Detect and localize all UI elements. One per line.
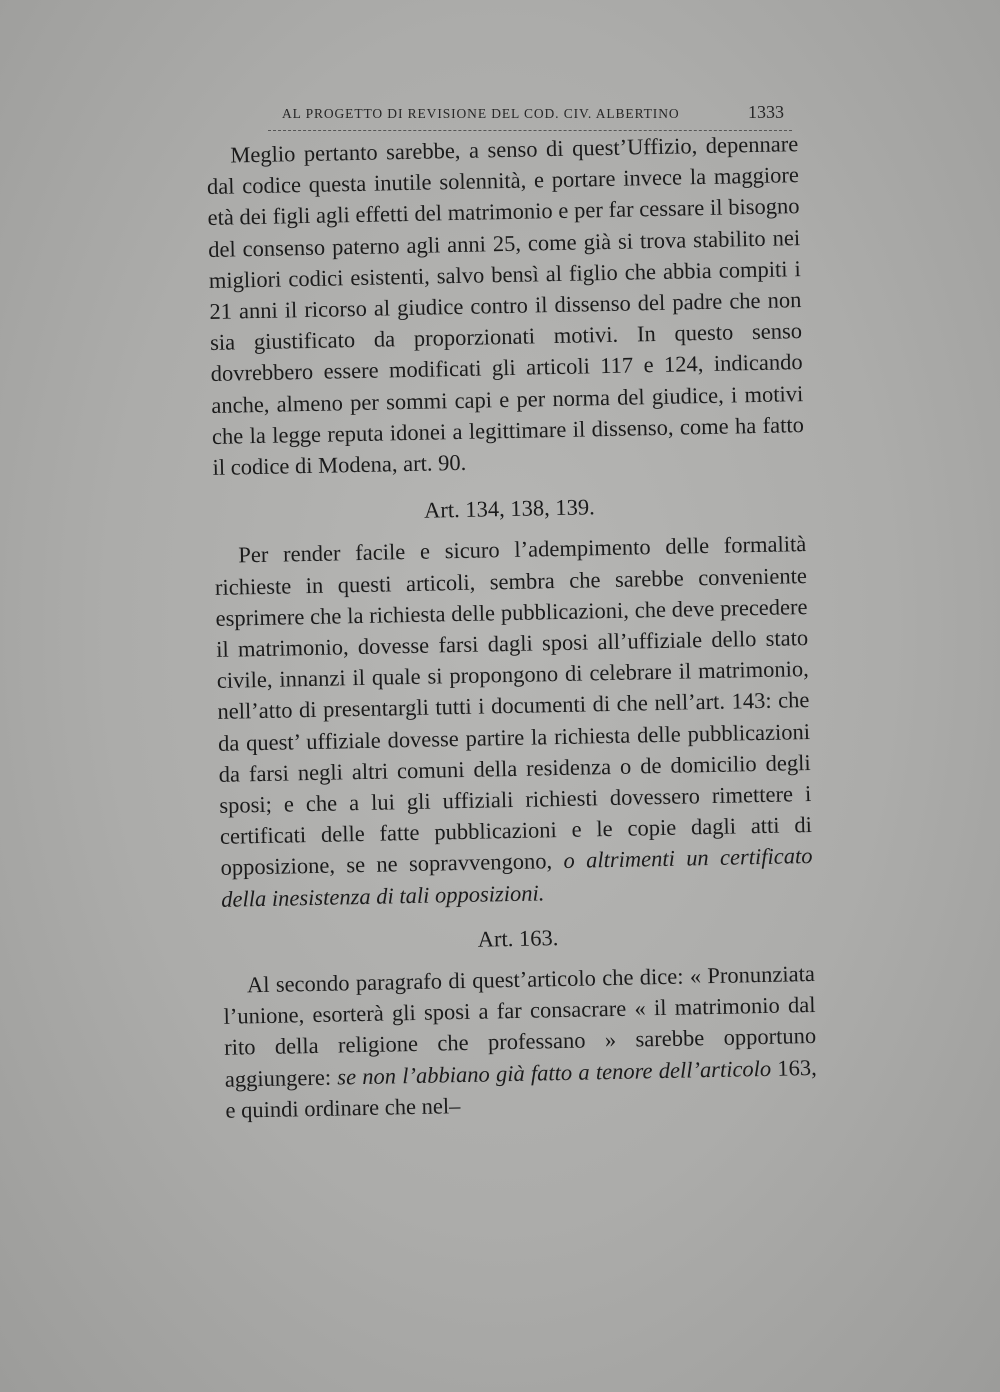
paragraph: Meglio pertanto sarebbe, a senso di quest’Uffizio, depennare dal codice questa inutile solennità, e portare invece la maggiore età dei figli agli effetti del matrimonio e per far cessare il bisogno del consenso paterno agli anni 25, come già si trova stabilito nei migliori codici esistenti, salvo bensì al figlio che abbia compiti i 21 anni il ricorso al giudice contro il dissenso del padre che non sia giustificato da proporzionati motivi. In questo senso dovrebbero essere modificati gli articoli 117 e 124, indicando anche, almeno per sommi capi e per norma del giudice, i motivi che la legge reputa idonei a legittimare il dissenso, come ha fatto il codice di Modena, art. 90.: [206, 131, 805, 480]
paragraph-text: Per render facile e sicuro l’adempimento delle formalità richieste in questi articoli, sembra che sarebbe conveniente esprimere che la richiesta delle pubblicazioni, che deve precedere il matrimonio, dovesse farsi dagli sposi all’uffiziale dello stato civile, innanzi il quale si propongono di celebrare il matrimonio, nell’atto di presentargli tutti i documenti di che nell’art. 143: che da quest’ uffiziale dovesse partire la richiesta delle pubblicazioni da farsi negli altri comuni della residenza o de domicilio degli sposi; e che a lui gli uffiziali richiesti dovessero rimettere i certificati delle fatte pubblicazioni e le copie dagli atti di opposizione, se ne sopravvengono,: [214, 531, 813, 881]
paragraph: [223, 958, 818, 1126]
paragraph-text: Al secondo paragrafo di quest’articolo che dice: « Pronunziata l’unione, esorterà gli sposi a far consacrare « il matrimonio dal rito della religione che professano » sarebbe opportuno aggiungere:: [223, 961, 817, 1092]
article-heading: Art. 163.: [477, 924, 559, 952]
italic-text: o altrimenti un certificato della inesistenza di tali opposizioni.: [220, 843, 813, 912]
paragraph: [214, 528, 813, 914]
article-heading: Art. 134, 138, 139.: [423, 494, 596, 523]
body-text: [206, 128, 818, 1126]
paragraph-text: 163, e quindi ordinare che nel–: [225, 1054, 817, 1123]
running-title: AL PROGETTO DI REVISIONE DEL COD. CIV. ALBERTINO: [282, 106, 680, 121]
running-header: [268, 104, 792, 131]
page-number: 1333: [748, 102, 784, 122]
italic-text: se non l’abbiano già fatto a tenore dell’articolo: [337, 1055, 772, 1090]
